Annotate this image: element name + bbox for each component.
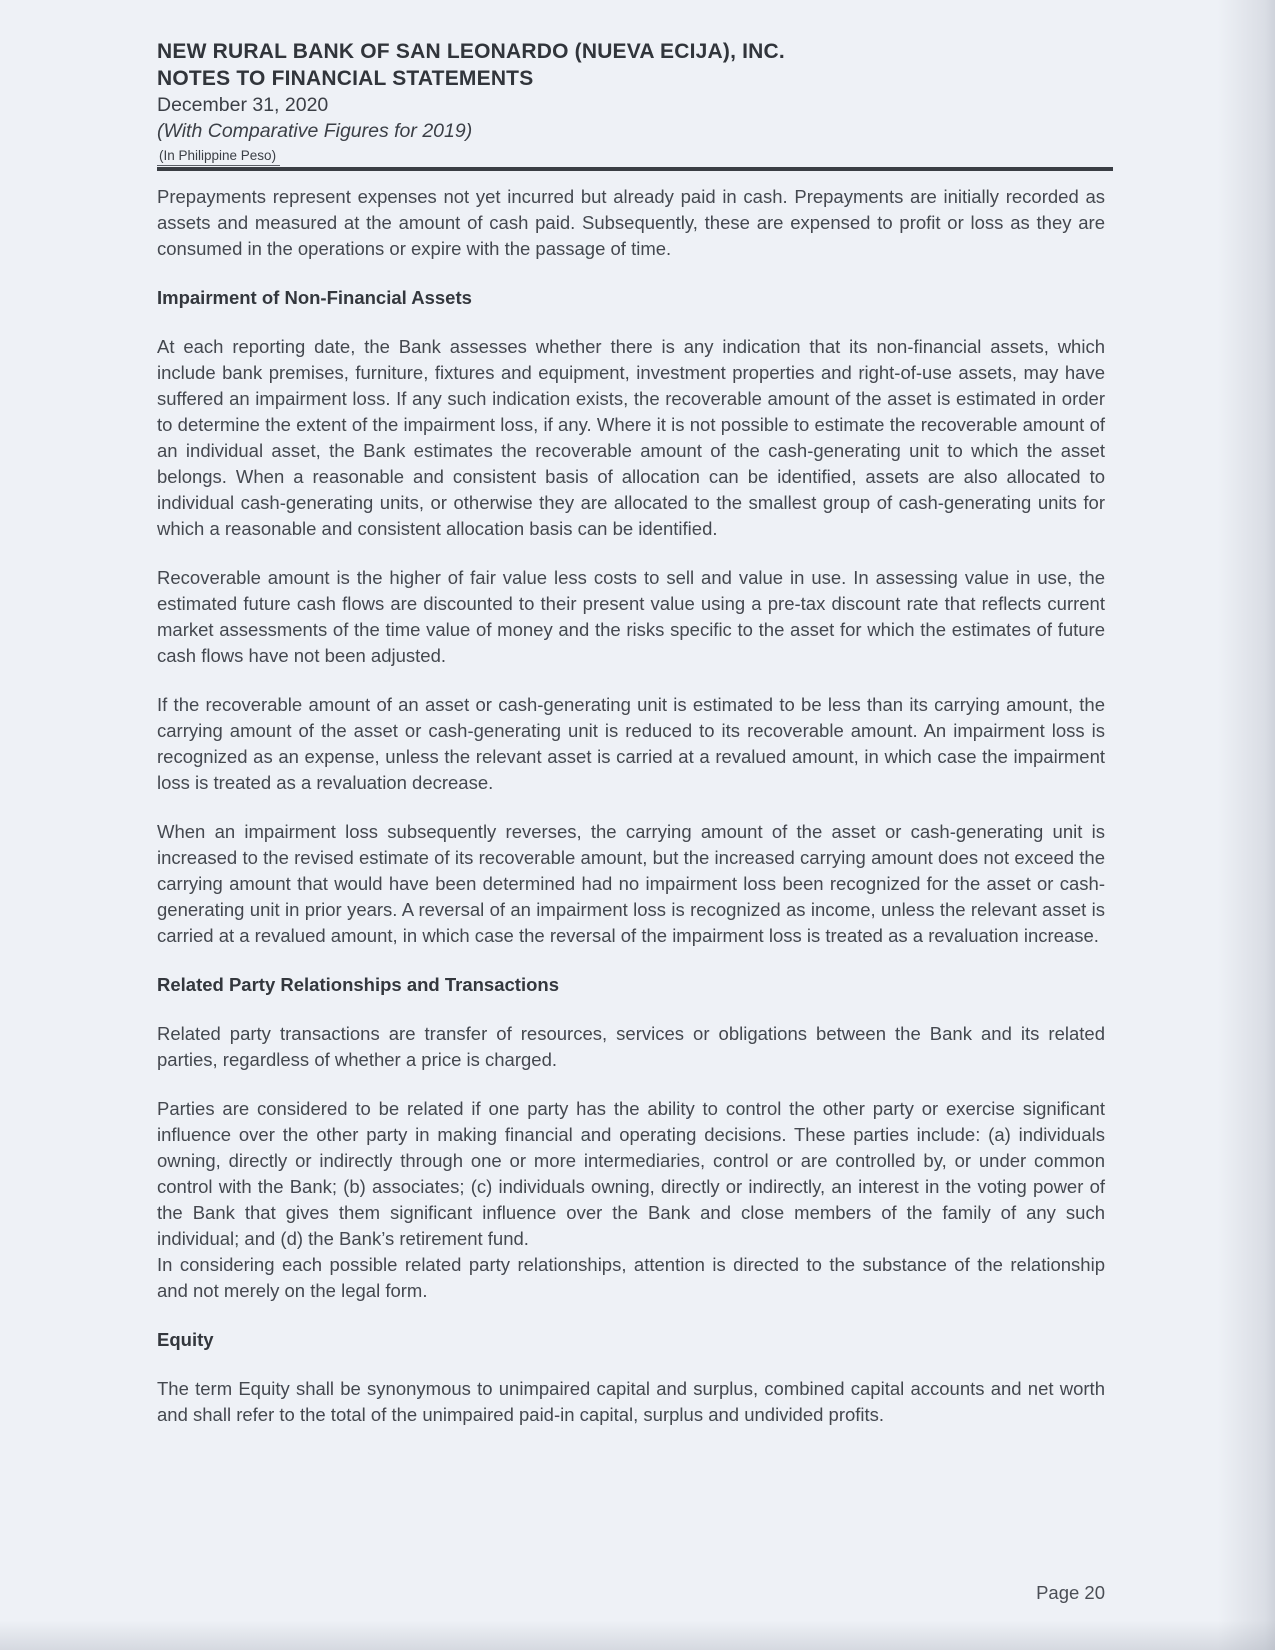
bank-name: NEW RURAL BANK OF SAN LEONARDO (NUEVA ECIJA), INC. bbox=[157, 40, 785, 63]
statement-date: December 31, 2020 bbox=[157, 94, 329, 116]
paragraph-impairment-reversal: When an impairment loss subsequently reverses, the carrying amount of the asset or cash-generating unit is increased to the revised estimate of its recoverable amount, but the increased carrying amount does not exceed the carrying amount that would have been determined had no impairment loss been recognized for the asset or cash-generating unit in prior years. A reversal of an impairment loss is recognized as income, unless the relevant asset is carried at a revalued amount, in which case the reversal of the impairment loss is treated as a revaluation increase. bbox=[157, 821, 1105, 946]
paragraph-impairment-loss-recognition: If the recoverable amount of an asset or cash-generating unit is estimated to be less than its carrying amount, the carrying amount of the asset or cash-generating unit is reduced to its recoverable amount. An impairment loss is recognized as an expense, unless the relevant asset is carried at a revalued amount, in which case the impairment loss is treated as a revaluation decrease. bbox=[157, 694, 1105, 793]
currency-note: (In Philippine Peso) bbox=[157, 147, 280, 166]
comparative-figures-note: (With Comparative Figures for 2019) bbox=[157, 120, 473, 142]
paragraph-impairment-assessment: At each reporting date, the Bank assesses whether there is any indication that its non-financial assets, which include bank premises, furniture, fixtures and equipment, investment properties and right-of-use assets, may have suffered an impairment loss. If any such indication exists, the recoverable amount of the asset is estimated in order to determine the extent of the impairment loss, if any. Where it is not possible to estimate the recoverable amount of an individual asset, the Bank estimates the recoverable amount of the cash-generating unit to which the asset belongs. When a reasonable and consistent basis of allocation can be identified, assets are also allocated to individual cash-generating units, or otherwise they are allocated to the smallest group of cash-generating units for which a reasonable and consistent allocation basis can be identified. bbox=[157, 336, 1105, 539]
paragraph-related-party-transactions: Related party transactions are transfer of resources, services or obligations between the Bank and its related parties, regardless of whether a price is charged. bbox=[157, 1023, 1105, 1070]
page-footer bbox=[1036, 1582, 1105, 1604]
document-body bbox=[157, 184, 1105, 1428]
document-title: NOTES TO FINANCIAL STATEMENTS bbox=[157, 67, 534, 90]
paragraph-prepayments: Prepayments represent expenses not yet incurred but already paid in cash. Prepayments are initially recorded as assets and measured at the amount of cash paid. Subsequently, these are expensed to profit or loss as they are consumed in the operations or expire with the passage of time. bbox=[157, 186, 1105, 259]
paragraph-related-party-substance: In considering each possible related party relationships, attention is directed to the substance of the relationship and not merely on the legal form. bbox=[157, 1254, 1105, 1301]
heading-equity: Equity bbox=[157, 1329, 214, 1350]
page-number: Page 20 bbox=[1036, 1582, 1105, 1603]
heading-related-party: Related Party Relationships and Transactions bbox=[157, 974, 559, 995]
paragraph-related-parties-definition: Parties are considered to be related if one party has the ability to control the other party or exercise significant influence over the other party in making financial and operating decisions. These parties include: (a) individuals owning, directly or indirectly through one or more intermediaries, control or are controlled by, or under common control with the Bank; (b) associates; (c) individuals owning, directly or indirectly, an interest in the voting power of the Bank that gives them significant influence over the Bank and close members of the family of any such individual; and (d) the Bank’s retirement fund. bbox=[157, 1098, 1105, 1249]
paragraph-recoverable-amount: Recoverable amount is the higher of fair value less costs to sell and value in use. In assessing value in use, the estimated future cash flows are discounted to their present value using a pre-tax discount rate that reflects current market assessments of the time value of money and the risks specific to the asset for which the estimates of future cash flows have not been adjusted. bbox=[157, 567, 1105, 666]
document-header bbox=[157, 38, 1105, 171]
header-rule bbox=[157, 167, 1113, 171]
heading-impairment-non-financial-assets: Impairment of Non-Financial Assets bbox=[157, 287, 472, 308]
paragraph-equity-definition: The term Equity shall be synonymous to unimpaired capital and surplus, combined capital accounts and net worth and shall refer to the total of the unimpaired paid-in capital, surplus and undivided profits. bbox=[157, 1378, 1105, 1425]
